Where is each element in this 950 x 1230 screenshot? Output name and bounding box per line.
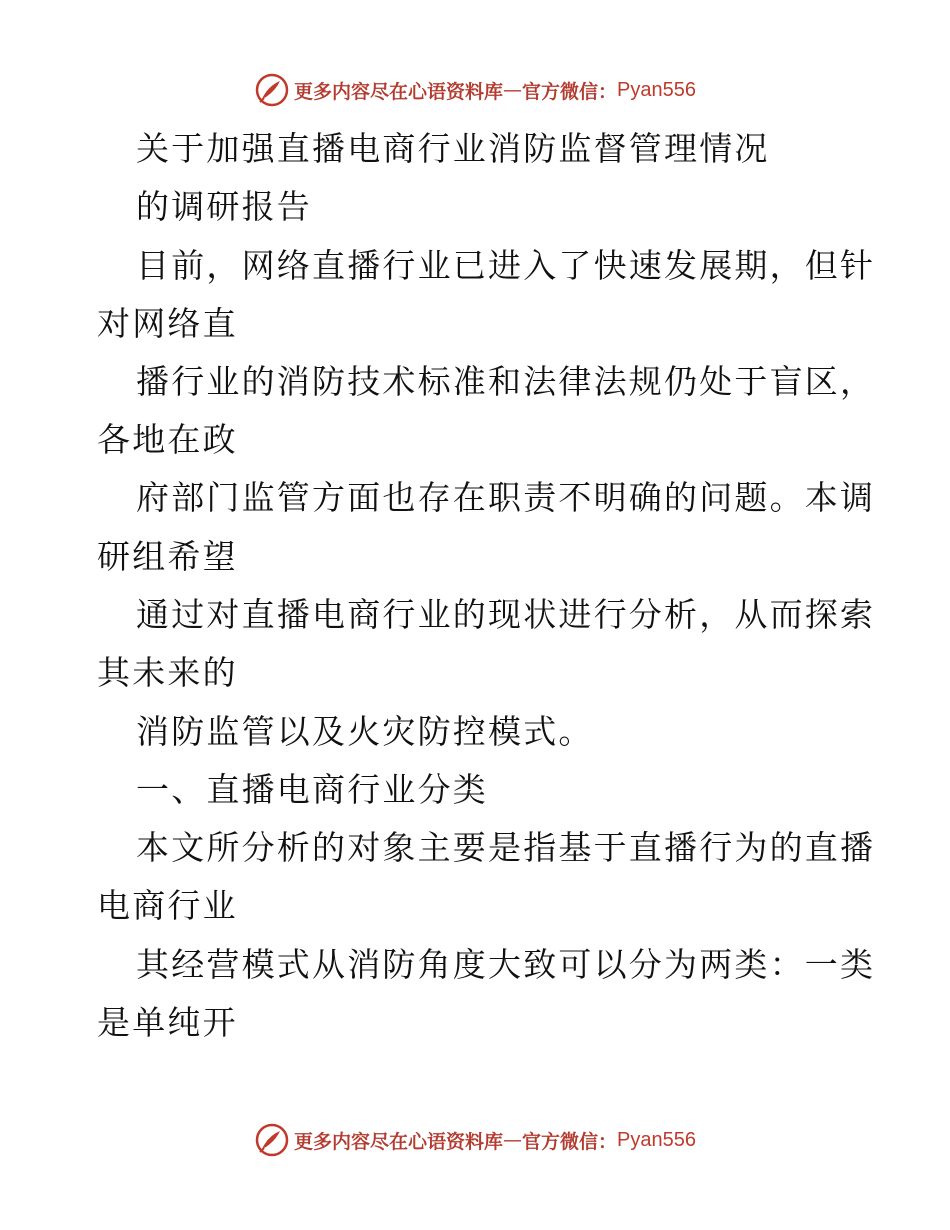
paragraph-line: 电商行业 bbox=[97, 886, 238, 925]
paragraph-line: 其经营模式从消防角度大致可以分为两类：一类 bbox=[136, 945, 876, 984]
pen-logo-icon bbox=[254, 72, 290, 108]
pen-logo-icon bbox=[254, 1122, 290, 1158]
header-watermark bbox=[0, 70, 950, 110]
paragraph-line: 研组希望 bbox=[97, 537, 238, 576]
paragraph-line: 是单纯开 bbox=[97, 1003, 238, 1042]
paragraph-line: 对网络直 bbox=[97, 304, 238, 343]
watermark-main-text: 更多内容尽在心语资料库 bbox=[294, 1130, 504, 1153]
watermark-id: Pyan556 bbox=[617, 78, 696, 101]
paragraph-line: 通过对直播电商行业的现状进行分析，从而探索 bbox=[136, 595, 876, 634]
watermark-id: Pyan556 bbox=[617, 1128, 696, 1151]
paragraph-line: 本文所分析的对象主要是指基于直播行为的直播 bbox=[136, 828, 876, 867]
watermark-main-text: 更多内容尽在心语资料库 bbox=[294, 80, 504, 103]
paragraph-line: 府部门监管方面也存在职责不明确的问题。本调 bbox=[136, 478, 876, 517]
paragraph-line: 其未来的 bbox=[97, 653, 238, 692]
paragraph-line: 各地在政 bbox=[97, 420, 238, 459]
paragraph-line: 播行业的消防技术标准和法律法规仍处于盲区， bbox=[136, 362, 876, 401]
section-heading: 一、直播电商行业分类 bbox=[136, 770, 488, 809]
paragraph-line: 目前，网络直播行业已进入了快速发展期，但针 bbox=[136, 246, 876, 285]
document-title-line-2: 的调研报告 bbox=[136, 187, 312, 226]
watermark-separator: — bbox=[503, 1129, 523, 1151]
paragraph-line: 消防监管以及火灾防控模式。 bbox=[136, 712, 594, 751]
watermark-separator: — bbox=[503, 79, 523, 101]
watermark-label: 官方微信： bbox=[522, 80, 618, 103]
watermark-label: 官方微信： bbox=[522, 1130, 618, 1153]
footer-watermark bbox=[0, 1120, 950, 1160]
document-title-line-1: 关于加强直播电商行业消防监督管理情况 bbox=[136, 129, 770, 168]
